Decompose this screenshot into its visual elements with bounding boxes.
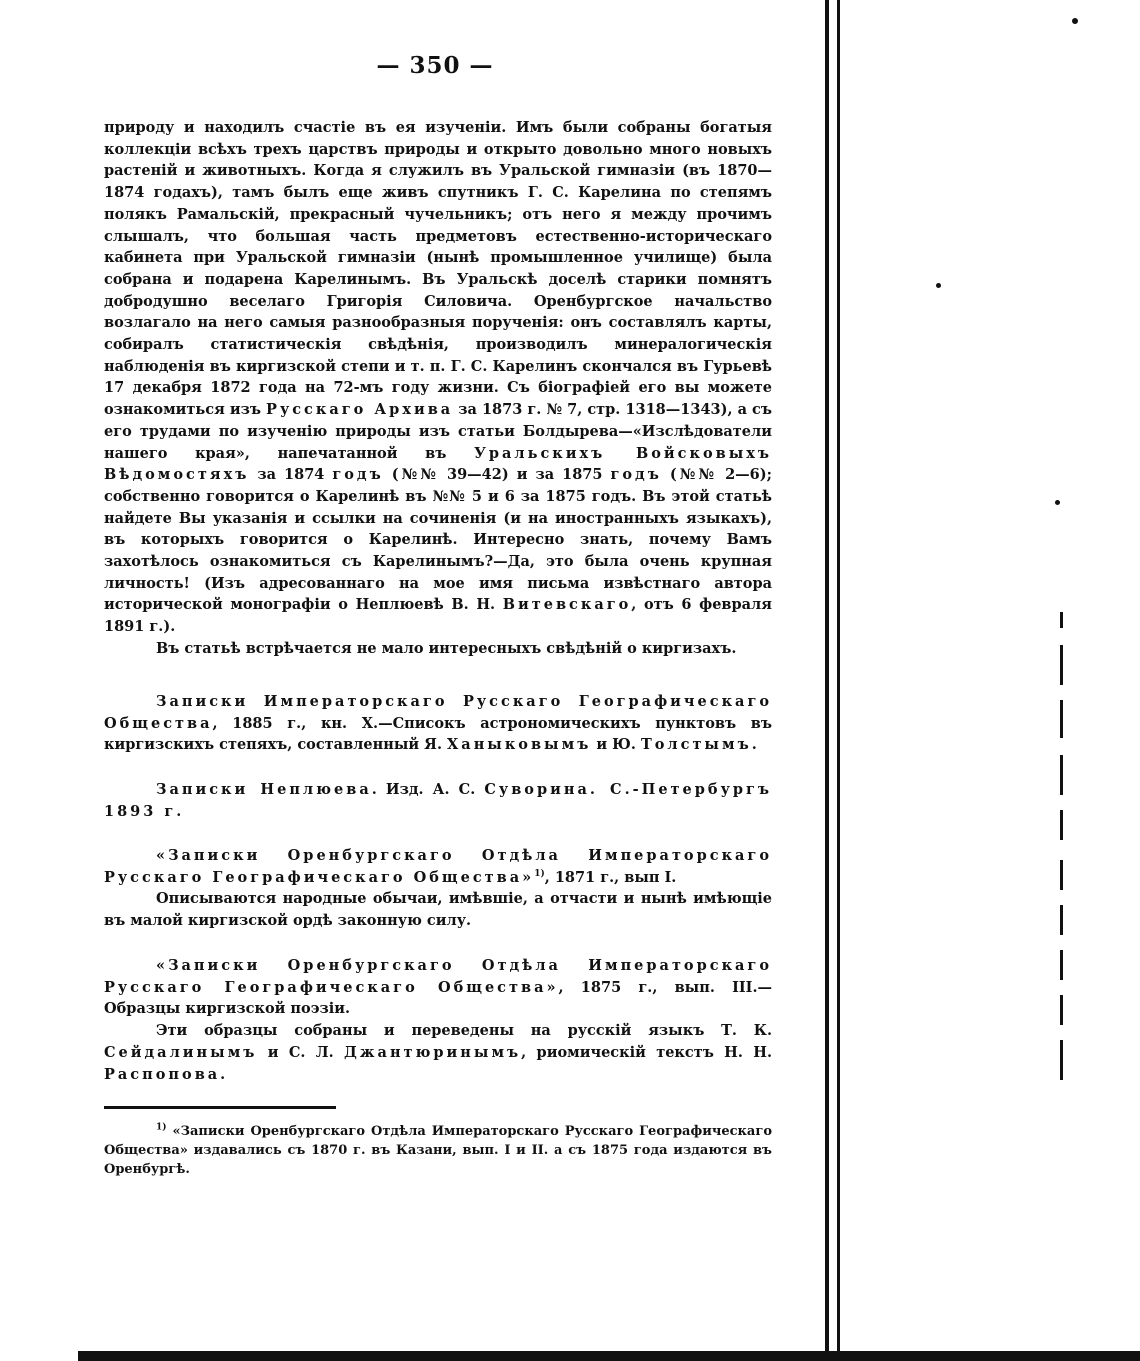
- scan-mark: [1060, 810, 1063, 840]
- spaced-title: годъ: [332, 466, 384, 484]
- spaced-title: Витевскаго: [502, 596, 632, 614]
- scan-mark: [1060, 1040, 1063, 1080]
- paragraph-note: Въ статьѣ встрѣчается не мало интересныхъ свѣдѣній о киргизахъ.: [156, 639, 737, 657]
- paragraph-karelin: [104, 117, 772, 638]
- text-run: и Ю.: [591, 736, 641, 754]
- footnote-marker: 1): [156, 1122, 167, 1133]
- author-name: Суворина: [484, 781, 590, 798]
- footnote-ref[interactable]: 1): [534, 868, 545, 879]
- text-run: , отъ 6 февраля 1891 г.).: [104, 596, 772, 636]
- entry-orenburg-1871: [104, 845, 772, 932]
- text-run: Эти образцы собраны и переведены на русскій языкъ Т. К.: [156, 1022, 772, 1040]
- text-run: , 1885 г., кн. X.—Списокъ астрономическихъ пунктовъ въ киргизскихъ степяхъ, составленный Я.: [104, 714, 772, 754]
- author-name: Ханыковымъ: [447, 736, 592, 754]
- entry-title: «Записки Оренбургскаго Отдѣла Императорскаго Русскаго Географическаго Общества»: [104, 957, 772, 996]
- scan-speck: [936, 283, 941, 288]
- author-name: Джантюринымъ: [344, 1043, 522, 1061]
- footnote-text: «Записки Оренбургскаго Отдѣла Императорскаго Русскаго Географическаго Общества» издавались съ 1870 г. въ Казани, вып. I и II. а съ 1875 года издаются въ Оренбургѣ.: [104, 1124, 772, 1177]
- text-run: , 1871 г., вып I.: [544, 868, 677, 886]
- scan-bottom-edge: [78, 1351, 1140, 1361]
- text-run: и С. Л.: [257, 1043, 345, 1061]
- entry-title: Записки Неплюева: [156, 781, 372, 798]
- scan-speck: [1055, 500, 1060, 505]
- scan-mark: [1060, 700, 1063, 738]
- page-edge-border-inner: [837, 0, 840, 1355]
- entry-title: «Записки Оренбургскаго Отдѣла Императорскаго Русскаго Географическаго Общества»: [104, 847, 772, 886]
- spaced-title: Русскаго Архива: [266, 401, 454, 419]
- entry-title: Записки Императорскаго Русскаго Географическаго Общества: [104, 693, 772, 732]
- entry-description: Описываются народные обычаи, имѣвшіе, а отчасти и нынѣ имѣющіе въ малой киргизской ордѣ законную силу.: [104, 890, 772, 930]
- text-run: за 1873 г. № 7, стр. 1318—1343), а съ его трудами по изученію природы изъ статьи Болдырева—«Изслѣдователи нашего края», напечатанной въ: [104, 401, 772, 462]
- page-number: — 350 —: [376, 52, 494, 79]
- entry-orenburg-1875: [104, 955, 772, 1085]
- text-run: природу и находилъ счастіе въ ея изученіи. Имъ были собраны богатыя коллекціи всѣхъ трехъ царствъ природы и открыто довольно много новыхъ растеній и животныхъ. Когда я служилъ въ Уральской гимназіи (въ 1870—1874 годахъ), тамъ былъ еще живъ спутникъ Г. С. Карелина по степямъ полякъ Рамальскій, прекрасный чучельникъ; отъ него я между прочимъ слышалъ, что большая часть предметовъ естественно-историческаго кабинета при Уральской гимназіи (нынѣ промышленное училище) была собрана и подарена Карелинымъ. Въ Уральскѣ доселѣ старики помнятъ добродушно веселаго Григорія Силовича. Оренбургское начальство возлагало на него самыя разнообразныя порученія: онъ составлялъ карты, собиралъ статистическія свѣдѣнія, производилъ минералогическія наблюденія въ киргизской степи и т. п. Г. С. Карелинъ скончался въ Гурьевѣ 17 декабря 1872 года на 72-мъ году жизни. Съ біографіей его вы можете ознакомиться изъ: [104, 119, 772, 419]
- scan-mark: [1060, 755, 1063, 795]
- scan-mark: [1060, 645, 1063, 685]
- page-edge-border: [825, 0, 829, 1355]
- spaced-title: годъ: [610, 466, 662, 484]
- text-run: (№№ 39—42) и за 1875: [383, 466, 611, 484]
- author-name: Распопова: [104, 1065, 221, 1083]
- footnote-divider: [104, 1106, 336, 1109]
- scan-mark: [1060, 612, 1063, 628]
- text-run: .: [220, 1065, 226, 1083]
- scan-mark: [1060, 995, 1063, 1025]
- scan-speck: [1072, 18, 1078, 24]
- text-run: за 1874: [249, 466, 333, 484]
- scan-mark: [1060, 860, 1063, 890]
- author-name: Сейдалинымъ: [104, 1043, 258, 1061]
- text-run: . С.-Петербургъ 1893 г.: [104, 781, 772, 820]
- text-run: .: [751, 736, 757, 754]
- main-text: [104, 117, 772, 660]
- spaced-title: Уральскихъ Войсковыхъ Вѣдомостяхъ: [104, 444, 772, 484]
- author-name: Толстымъ: [640, 736, 752, 754]
- text-run: , 1875 г., вып. III.—Образцы киргизской поэзіи.: [104, 978, 772, 1018]
- text-run: (№№ 2—6); собственно говорится о Карелинѣ въ №№ 5 и 6 за 1875 годъ. Въ этой статьѣ найдете Вы указанія и ссылки на сочиненія (и на иностранныхъ языкахъ), въ которыхъ говорится о Карелинѣ. Интересно знать, почему Вамъ захотѣлось ознакомиться съ Карелинымъ?—Да, это была очень крупная личность! (Изъ адресованнаго на мое имя письма извѣстнаго автора исторической монографіи о Неплюевѣ В. Н.: [104, 466, 772, 614]
- scan-mark: [1060, 950, 1063, 980]
- scan-mark: [1060, 905, 1063, 935]
- footnote: [104, 1122, 772, 1179]
- text-run: . Изд. А. С.: [371, 781, 485, 798]
- entry-imperial-geo-society: [104, 691, 772, 756]
- entry-neplyuev: [104, 779, 772, 822]
- text-run: , риомическій текстъ Н. Н.: [521, 1043, 773, 1061]
